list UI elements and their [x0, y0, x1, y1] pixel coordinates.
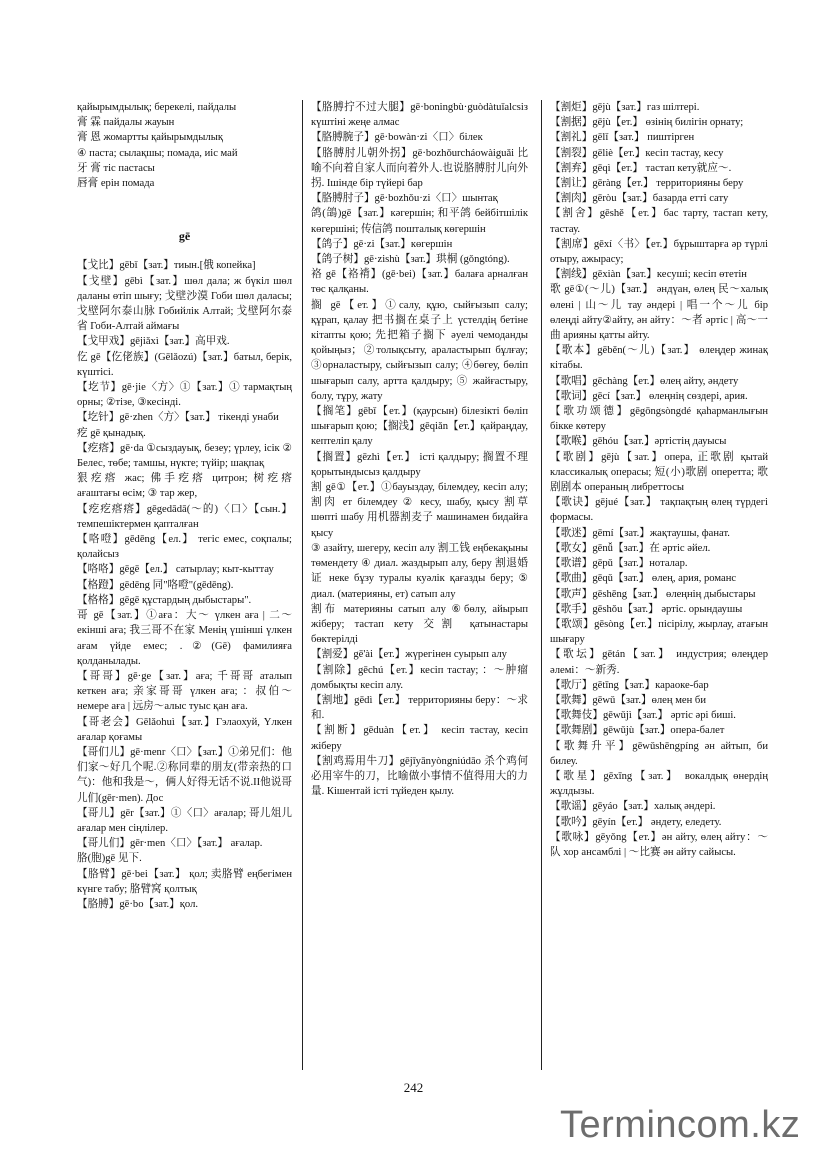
dictionary-entry: 膏 霖 пайдалы жауын — [77, 117, 175, 129]
dictionary-entry: 鸽(鴿)gē【зат.】кәгершін; 和平鸽 бейбітшілік көгершіні; 传信鸽 пошталық көгершін — [311, 208, 528, 235]
dictionary-entry: 【歌舞】gēwǔ【зат.】өлең мен би — [550, 694, 706, 706]
dictionary-entry: 【割断】gēduàn【ет.】 кесіп тастау, кесіп жіберу — [311, 725, 528, 752]
dictionary-entry: 【咯噔】gēdēng【ел.】 тегіс емес, соқпалы; қолайсыз — [77, 534, 292, 561]
dictionary-entry: ③ азайту, шегеру, кесіп алу 割工钱 еңбекақыны төмендету ④ диал. жаздырып алу, беру 割退婚证 неке бұзу туралы куәлік қағазды беру; ⑤ диал. (материяны, ет) сатып алу — [311, 542, 528, 600]
dictionary-entry: 【戈比】gēbǐ【зат.】тиын.[俄 копейка] — [77, 260, 256, 272]
dictionary-entry: 【割席】gēxí〈书〉【ет.】бұрыштарға әр түрлі отыру, ажырасу; — [550, 238, 768, 266]
dictionary-entry: 【割地】gēdì【ет.】 территорияны беру：～求和. — [311, 694, 528, 722]
dictionary-entry: 【哥们儿】gē·menr〈口〉【зат.】①弟兄们：他们家～好几个呢.②称同辈的朋友(带亲热的口气)：他和我是～，俩人好得无话不说.II他说哥儿们(gēr·men). Дос — [77, 746, 292, 804]
dictionary-column-left — [77, 100, 292, 912]
dictionary-entry: 【胳膊肘儿朝外拐】gē·bozhǒurcháowàiguǎi 比喻不向着自家人而向着外人.也说胳膊肘儿向外拐. Ішінде бір түйері бар — [311, 147, 528, 190]
dictionary-entry: 【哥儿们】gēr·men〈口〉【зат.】 ағалар. — [77, 838, 263, 850]
dictionary-entry: 割布 материяны сатып алу ⑥бөлу, айырып жіберу; тастап кету 交割 қатынастары бөктерілді — [311, 603, 528, 646]
dictionary-entry: 【鸽子】gē·zi【зат.】көгершін — [311, 238, 453, 250]
dictionary-entry: 【歌舞剧】gēwǔjù【зат.】опера-балет — [550, 725, 725, 737]
dictionary-entry: 【歌坛】gētán【зат.】 индустрия; өлеңдер әлемі：～新秀. — [550, 649, 768, 676]
dictionary-entry: 【圪针】gē·zhen〈方〉【зат.】 тікенді унаби — [77, 412, 279, 424]
dictionary-entry: 【歌本】gēběn(～儿)【зат.】 өлеңдер жинақ кітабы. — [550, 345, 768, 372]
logo-text: Termincom.kz — [560, 1104, 801, 1146]
spacer — [77, 191, 292, 221]
dictionary-entry: 【格格】gēgē құстардың дыбыстары". — [77, 594, 252, 606]
dictionary-entry: 【戈甲戏】gējiǎxì【зат.】高甲戏. — [77, 336, 230, 348]
dictionary-entry: 狠疙瘩 жас; 佛手疙瘩 цитрон; 树疙瘩 ағаштағы өсім; ③ тар жер, — [77, 473, 292, 500]
dictionary-entry: 【歌女】gēnǚ【зат.】在 әртіс әйел. — [550, 542, 711, 554]
dictionary-entry: 仡 gē【仡佬族】(Gēlǎozú)【зат.】батыл, берік, күштісі. — [77, 351, 292, 378]
dictionary-entry: 【歌唱】gēchàng【ет.】өлең айту, әндету — [550, 375, 739, 387]
dictionary-entry: 【胳膊】gē·bo【зат.】қол. — [77, 898, 199, 910]
dictionary-entry: 【哥老会】Gēlǎohuì【зат.】Гэлаохуй, Үлкен ағалар қоғамы — [77, 716, 292, 743]
dictionary-entry: 【格蹬】gēdēng 同"咯噔"(gēdēng). — [77, 579, 234, 591]
dictionary-entry: 【割据】gējù【ет.】 өзінің билігін орнату; — [550, 117, 744, 129]
dictionary-entry: 【咯咯】gēgē【ел.】 сатырлау; кыт-кыттау — [77, 564, 274, 576]
dictionary-entry: 【歌谣】gēyáo【зат.】халық әндері. — [550, 801, 716, 813]
dictionary-entry: 【哥哥】gē·ge【зат.】аға; 千哥哥 аталып кеткен аға; 亲家哥哥 үлкен аға; ：叔伯～немере аға | 远房～алыс туыс қан аға. — [77, 670, 292, 713]
dictionary-entry: 【歌咏】gēyǒng【ет.】ән айту, өлең айту：～队 хор ансамблі | ～比赛 ән айту сайысы. — [550, 831, 768, 858]
dictionary-entry: 【搁置】gēzhì【ет.】 істі қалдыру; 搁置不理 қорытындысыз қалдыру — [311, 451, 528, 478]
dictionary-entry: 割 gē①【ет.】①бауыздау, білемдеу, кесіп алу; 割肉 ет білемдеу ② кесу, шабу, қысу 割草 шөпті шабу 用机器割麦子 машинамен бидайға қысу — [311, 482, 528, 539]
dictionary-entry: 【歌功颂德】gēgōngsòngdé қаһарманлығын бікке көтеру — [550, 406, 768, 433]
dictionary-entry: 【歌剧】gējù【зат.】опера, 正歌剧 қытай классикалық операсы; 短(小)歌剧 оперетта; 歌剧剧本 операның либреттосы — [550, 451, 768, 494]
dictionary-entry: 【歌声】gēshēng【зат.】 өлеңнің дыбыстары — [550, 588, 756, 600]
dictionary-entry: 【歌颂】gēsòng【ет.】пісірілу, жырлау, атағын шығару — [550, 618, 768, 646]
dictionary-entry: 【歌吟】gēyín【ет.】 әндету, еледету. — [550, 816, 722, 828]
dictionary-entry: 【胳膊拧不过大腿】gē·boningbù·guòdàtuǐalcsіз күштіні жеңе алмас — [311, 102, 528, 129]
section-heading: gē — [178, 229, 191, 244]
dictionary-entry: 【歌词】gēcí【зат.】 өлеңнің сөздері, ария. — [550, 390, 748, 402]
dictionary-entry: 【割爱】gē'ài【ет.】жүрегінен суырып алу — [311, 649, 507, 661]
dictionary-entry: 【歌迷】gēmí【зат.】жақтаушы, фанат. — [550, 527, 730, 539]
dictionary-entry: 【歌谱】gēpǔ【зат.】ноталар. — [550, 558, 688, 570]
dictionary-entry: 哥 gē【зат.】①аға：大～ үлкен аға | 二～ екінші аға; 我三哥不在家 Менің үшінші үлкен ағам үйде емес; .②(Gē) фамилияға қолданылады. — [77, 610, 292, 667]
dictionary-entry: 【胳臂】gē·bei【зат.】 қол; 卖胳臂 еңбегімен күнге табу; 胳臂窝 қолтық — [77, 868, 292, 895]
dictionary-entry: 【歌曲】gēqǔ【зат.】 өлең, ария, романс — [550, 573, 737, 585]
dictionary-entry: 膏 恩 жомартты қайырымдылық — [77, 132, 223, 144]
dictionary-entry: 【割除】gēchú【ет.】кесіп тастау; ：～肿瘤 домбықты кесіп алу. — [311, 664, 528, 691]
dictionary-entry: 疙 gē қынадық. — [77, 427, 146, 439]
dictionary-entry: 【歌星】gēxīng【зат.】 вокалдық өнердің жұлдызы. — [550, 770, 768, 798]
dictionary-entry: 【疙疙瘩瘩】gēgedādā(～的)〈口〉【сын.】 темпешіктермен қапталған — [77, 503, 292, 530]
dictionary-entry: 胳(胞)gē 见下. — [77, 853, 142, 865]
dictionary-column-right — [550, 100, 768, 860]
dictionary-entry: 【割让】gēràng【ет.】 территорияны беру — [550, 178, 744, 190]
dictionary-entry: 唇膏 ерін помада — [77, 178, 155, 190]
dictionary-entry: 【割炬】gējù【зат.】газ шілтері. — [550, 102, 700, 113]
dictionary-entry: 【歌诀】gējué【зат.】 тақпақтың өлең түрдегі формасы. — [550, 497, 768, 524]
dictionary-entry: 【割线】gēxiàn【зат.】кесуші; кесіп өтетін — [550, 269, 747, 281]
dictionary-entry: 【歌舞升平】gēwǔshēngpíng ән айтып, би билеу. — [550, 740, 768, 767]
dictionary-entry: 【圪节】gē·jie〈方〉①【зат.】① тармақтың орны; ②тізе, ③кесінді. — [77, 382, 292, 409]
dictionary-entry: 搁 gē【ет.】①салу, құю, сыйғызып салу; құрап, қалау 把书搁在桌子上 үстелдің бетіне кітапты қою; 先把箱子搁下 әуелі чемоданды қойыңыз；②толықсыту, араластырып бұлғау; ③орналастыру, сыйғызып салу; ④бөгеу, бөліп шығарып салу, артта қалдыру; ⑤ жайғастыру, болу, тұру, жату — [311, 299, 528, 402]
dictionary-entry: 【搁笔】gēbǐ【ет.】(қаурсын) білезікті бөліп шығарып қою;【搁浅】gēqiǎn【ет.】қайраңдау, кептеліп қалу — [311, 406, 528, 448]
dictionary-entry: 【割舍】gēshě【ет.】бас тарту, тастап кету, тастау. — [550, 208, 768, 235]
dictionary-entry: 歌 gē①(～儿)【зат.】 әндүан, өлең 民～халық өлені | 山～儿 тау әндері | 唱一个～儿 бір өлеңді айту②айту, ән айту：～者 әртіс | 高～一曲 арияны қатты айту. — [550, 284, 768, 342]
dictionary-entry: 【割裂】gēliè【ет.】кесіп тастау, кесу — [550, 147, 724, 159]
termincom-logo[interactable] — [530, 1100, 810, 1156]
dictionary-entry: 【割肉】gēròu【зат.】базарда етті сату — [550, 193, 729, 205]
dictionary-entry: 【鸽子树】gē·zishù【зат.】珙桐 (gǒngtóng). — [311, 254, 510, 266]
dictionary-entry: 【哥儿】gēr【зат.】①〈口〉ағалар; 哥儿俎儿 ағалар мен сіңлілер. — [77, 807, 292, 834]
dictionary-column-middle — [311, 100, 528, 799]
dictionary-entry: 袼 gē【袼褙】(gē·bei)【зат.】балаға арналған төс қалқаны. — [311, 269, 528, 296]
dictionary-entry: 【胳膊肘子】gē·bozhǒu·zi〈口〉шынтақ — [311, 193, 498, 205]
dictionary-entry: 【胳膊腕子】gē·bowàn·zi〈口〉білек — [311, 132, 483, 144]
dictionary-entry: ④ паста; сылақшы; помада, иіс май — [77, 147, 238, 159]
column-divider-left — [302, 100, 303, 1070]
dictionary-entry: 【疙瘩】gē·da ①сыздауық, безеу; үрлеу, ісік ② Белес, төбе; тамшы, нүкте; түйір; шақпақ — [77, 442, 292, 470]
dictionary-entry: 【歌喉】gēhóu【зат.】әртістің дауысы — [550, 436, 727, 448]
dictionary-entry: 【割弃】gēqì【ет.】 тастап кету就应～. — [550, 162, 732, 174]
dictionary-entry: 【歌手】gēshǒu【зат.】 әртіс. орындаушы — [550, 603, 743, 615]
dictionary-entry: 【戈壁】gēbì【зат.】шөл дала; ж бүкіл шөл даланы өтіп шығу; 戈壁沙漠 Гоби шөл даласы; 戈壁阿尔泰山脉 Гобийлік Алтай; 戈壁阿尔泰省 Гоби-Алтай аймағы — [77, 275, 292, 333]
dictionary-entry: 牙 膏 тіс пастасы — [77, 162, 155, 174]
dictionary-entry: қайырымдылық; берекелі, пайдалы — [77, 102, 237, 113]
column-divider-right — [541, 100, 542, 1070]
page-number: 242 — [403, 1080, 424, 1095]
dictionary-entry: 【割鸡焉用牛刀】gējīyānyòngniúdāo 杀个鸡何必用宰牛的刀，比喻做小事情不值得用大的力量. Кішентай істі тұйеден қылу. — [311, 755, 528, 798]
dictionary-entry: 【歌厅】gētīng【зат.】караоке-бар — [550, 679, 709, 691]
dictionary-entry: 【歌舞伎】gēwǔjì【зат.】 әртіс әрі биші. — [550, 710, 736, 722]
dictionary-entry: 【割礼】gēlǐ【зат.】 пиштірген — [550, 132, 695, 144]
